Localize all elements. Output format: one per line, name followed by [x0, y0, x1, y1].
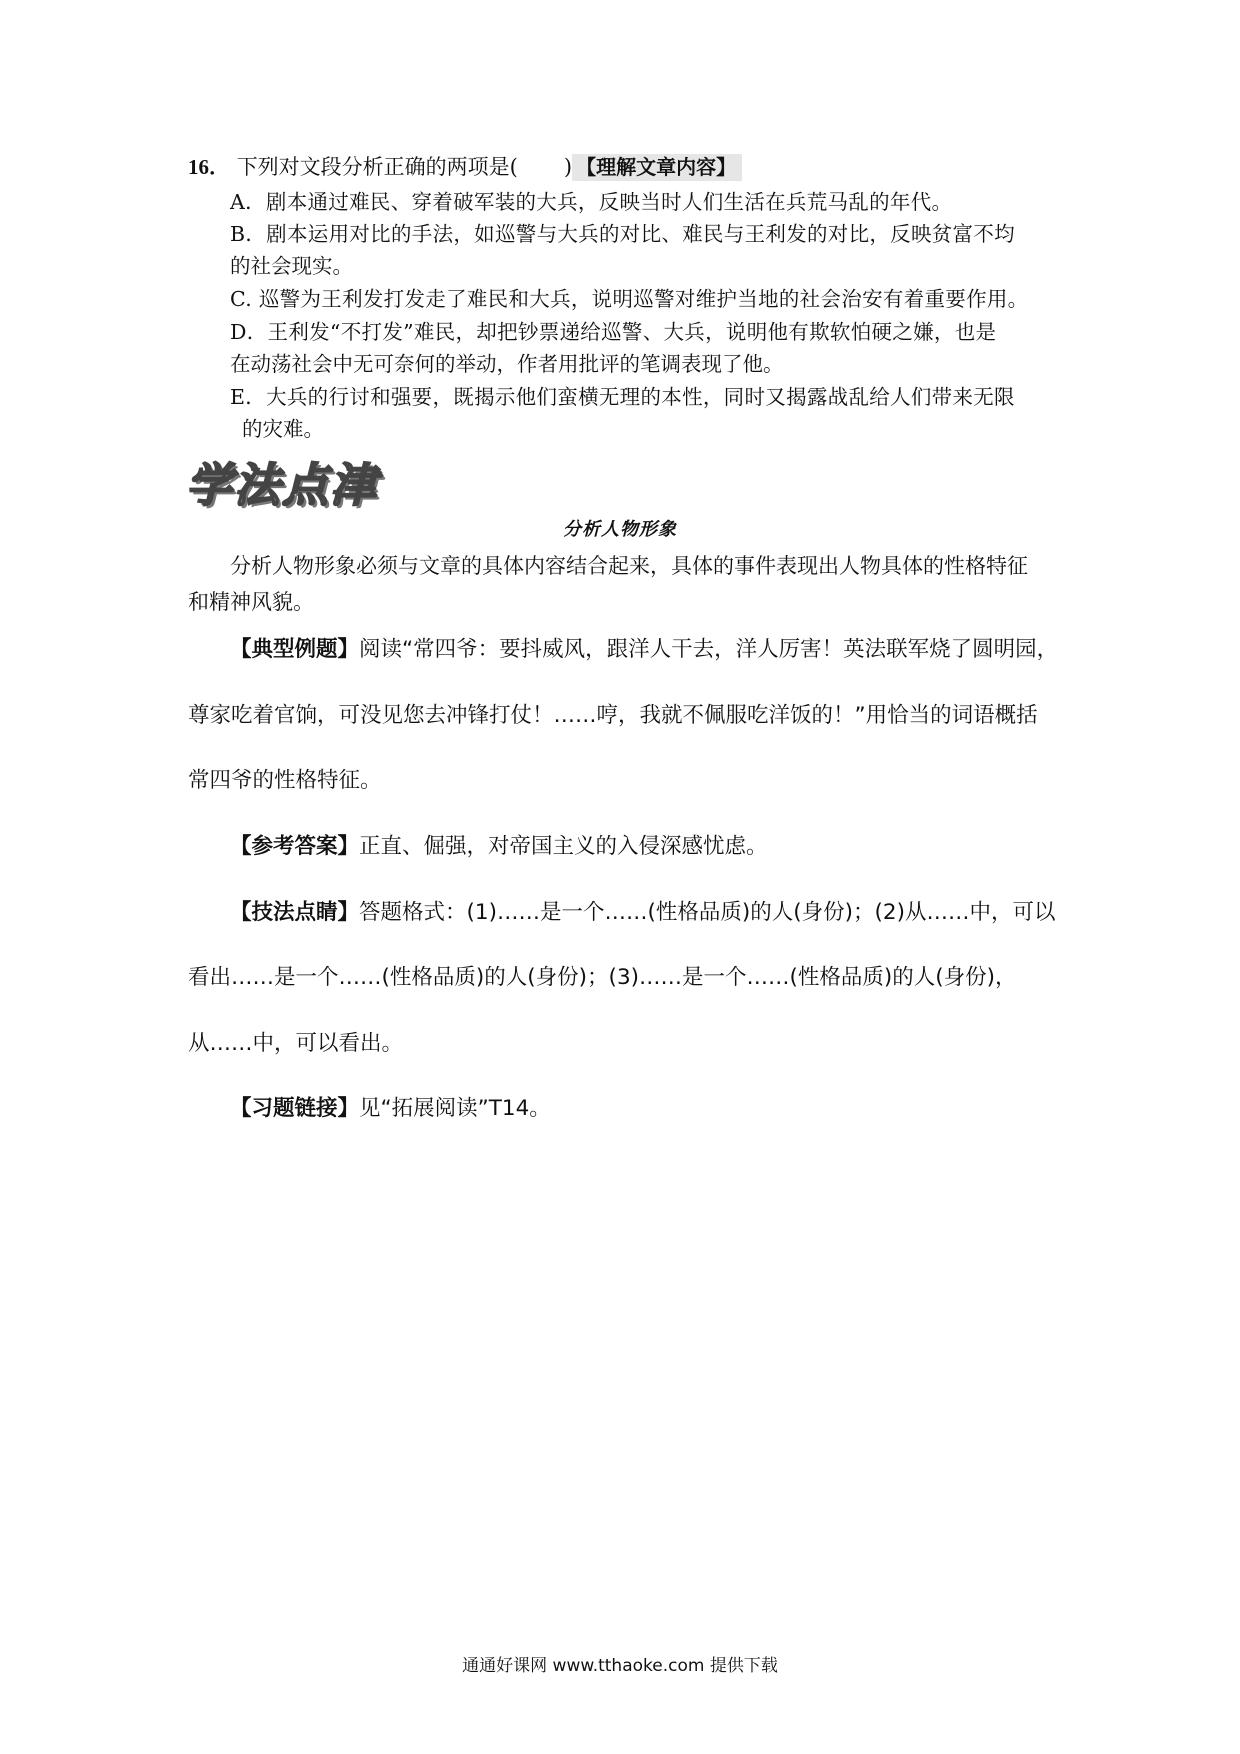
question-close-paren: ) [563, 155, 573, 179]
option-d-line1: D．王利发“不打发”难民，却把钞票递给巡警、大兵，说明他有欺软怕硬之嫌，也是 [230, 320, 997, 344]
question-number: 16． [188, 155, 230, 179]
skill-line-2: 看出……是一个……(性格品质)的人(身份)；(3)……是一个……(性格品质)的人(身份)， [188, 965, 1017, 990]
question-16-stem [188, 152, 742, 182]
answer-text: 正直、倔强，对帝国主义的入侵深感忧虑。 [359, 834, 768, 859]
section-banner: 学法点津 [186, 458, 378, 512]
answer-tag: 【参考答案】 [230, 834, 360, 859]
option-b-line1: B．剧本运用对比的手法，如巡警与大兵的对比、难民与王利发的对比，反映贫富不均 [230, 222, 1015, 246]
option-c: C. 巡警为王利发打发走了难民和大兵，说明巡警对维护当地的社会治安有着重要作用。 [230, 287, 1029, 311]
skill-tag: 【技法点睛】 [230, 900, 360, 925]
example-line-1 [230, 632, 1058, 663]
intro-line-2: 和精神风貌。 [188, 590, 314, 614]
question-tag: 【理解文章内容】 [572, 154, 742, 181]
example-text-1: 阅读“常四爷：要抖威风，跟洋人干去，洋人厉害！英法联军烧了圆明园， [359, 637, 1059, 662]
example-line-2: 尊家吃着官饷，可没见您去冲锋打仗！……哼，我就不佩服吃洋饭的！”用恰当的词语概括 [188, 703, 1038, 728]
option-d-line2: 在动荡社会中无可奈何的举动，作者用批评的笔调表现了他。 [230, 352, 784, 376]
option-e-line1: E．大兵的行讨和强要，既揭示他们蛮横无理的本性，同时又揭露战乱给人们带来无限 [230, 385, 1015, 409]
skill-line-3: 从……中，可以看出。 [188, 1031, 404, 1056]
option-b-line2: 的社会现实。 [230, 254, 353, 278]
example-line-3: 常四爷的性格特征。 [188, 768, 382, 793]
intro-line-1: 分析人物形象必须与文章的具体内容结合起来，具体的事件表现出人物具体的性格特征 [230, 554, 1028, 578]
answer-line [230, 829, 768, 860]
question-stem: 下列对文段分析正确的两项是( [236, 155, 518, 179]
example-tag: 【典型例题】 [230, 637, 360, 662]
option-e-line2: 的灾难。 [242, 417, 324, 441]
option-a: A．剧本通过难民、穿着破军装的大兵，反映当时人们生活在兵荒马乱的年代。 [230, 190, 953, 214]
section-subtitle: 分析人物形象 [563, 519, 677, 540]
link-line [230, 1091, 551, 1122]
link-text: 见“拓展阅读”T14。 [359, 1096, 551, 1121]
link-tag: 【习题链接】 [230, 1096, 360, 1121]
page-footer: 通通好课网 www.tthaoke.com 提供下载 [462, 1656, 778, 1676]
skill-line-1 [230, 895, 1055, 926]
section-intro [188, 548, 1060, 620]
skill-text-1: 答题格式：(1)……是一个……(性格品质)的人(身份)；(2)从……中，可以 [359, 900, 1056, 925]
